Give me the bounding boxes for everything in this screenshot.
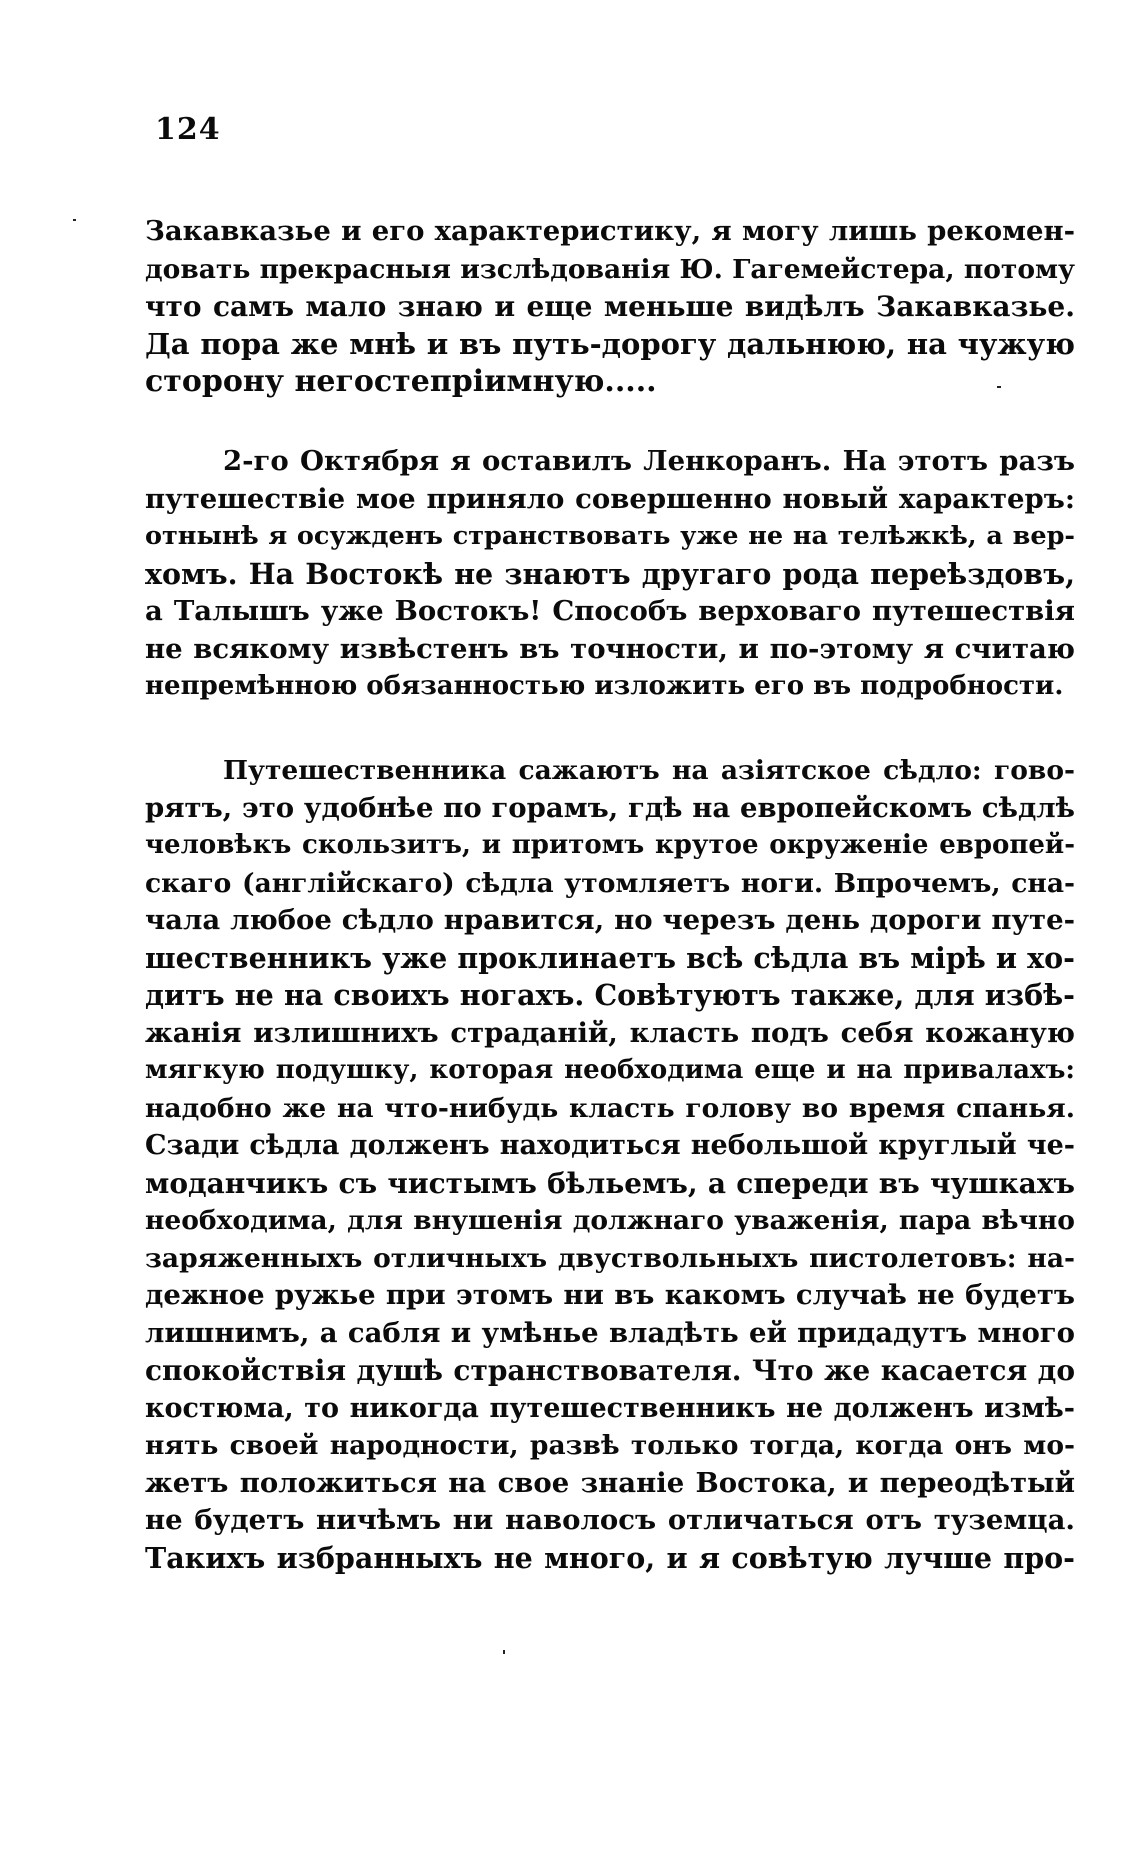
text-line: отнынѣ я осужденъ странствовать уже не на телѣжкѣ, а вер- [145, 521, 1075, 551]
text-line: рятъ, это удобнѣе по горамъ, гдѣ на европейскомъ сѣдлѣ [145, 791, 1075, 824]
text-line: Сзади сѣдла долженъ находиться небольшой круглый че- [145, 1130, 1075, 1161]
text-line: путешествіе мое приняло совершенно новый характеръ: [145, 482, 1075, 515]
text-line: лишнимъ, а сабля и умѣнье владѣть ей придадутъ много [145, 1316, 1075, 1349]
scan-speck [503, 1650, 505, 1654]
text-line: чала любое сѣдло нравится, но черезъ день дороги путе- [145, 904, 1075, 936]
text-line: шественникъ уже проклинаетъ всѣ сѣдла въ мірѣ и хо- [145, 940, 1075, 975]
paragraph-3 [145, 752, 1075, 1577]
text-line: мягкую подушку, которая необходима еще и на привалахъ: [145, 1055, 1075, 1085]
text-line: жанія излишнихъ страданій, класть подъ себя кожаную [145, 1016, 1075, 1049]
text-line: не будетъ ничѣмъ ни наволосъ отличаться отъ туземца. [145, 1504, 1075, 1536]
text-line: моданчикъ съ чистымъ бѣльемъ, а спереди въ чушкахъ [145, 1166, 1075, 1200]
text-line: необходима, для внушенія должнаго уваженія, пара вѣчно [145, 1205, 1075, 1236]
text-line: Да пора же мнѣ и въ путь-дорогу дальнюю, на чужую [145, 326, 1075, 361]
text-line: а Талышъ уже Востокъ! Способъ верховаго путешествія [145, 595, 1075, 627]
text-line: Путешественника сажаютъ на азіятское сѣдло: гово- [223, 755, 1075, 786]
paragraph-1 [145, 213, 1075, 401]
text-line: надобно же на что-нибудь класть голову во время спанья. [145, 1092, 1075, 1124]
text-line: дитъ не на своихъ ногахъ. Совѣтуютъ также, для избѣ- [145, 978, 1075, 1012]
text-line: заряженныхъ отличныхъ двуствольныхъ пистолетовъ: на- [145, 1242, 1075, 1274]
text-line: не всякому извѣстенъ въ точности, и по-этому я считаю [145, 632, 1075, 665]
text-line: Закавказье и его характеристику, я могу лишь рекомен- [145, 215, 1075, 247]
text-line: довать прекрасныя изслѣдованія Ю. Гагемейстера, потому [145, 253, 1075, 285]
paragraph-2 [145, 443, 1075, 706]
text-line: хомъ. На Востокѣ не знаютъ другаго рода переѣздовъ, [145, 556, 1075, 591]
text-line: скаго (англійскаго) сѣдла утомляетъ ноги. Впрочемъ, сна- [145, 867, 1075, 899]
text-line: Такихъ избранныхъ не много, и я совѣтую лучше про- [145, 1540, 1075, 1575]
page-number: 124 [155, 112, 221, 147]
text-line: 2-го Октября я оставилъ Ленкоранъ. На этотъ разъ [223, 445, 1075, 477]
text-line: спокойствія душѣ странствователя. Что же касается до [145, 1354, 1075, 1387]
text-line: дежное ружье при этомъ ни въ какомъ случаѣ не будетъ [145, 1279, 1075, 1311]
text-line: нять своей народности, развѣ только тогда, когда онъ мо- [145, 1430, 1075, 1461]
text-line: непремѣнною обязанностью изложить его въ подробности. [145, 671, 1064, 701]
text-line: что самъ мало знаю и еще меньше видѣлъ Закавказье. [145, 290, 1075, 323]
text-line: человѣкъ скользитъ, и притомъ крутое окруженіе европей- [145, 830, 1075, 860]
text-line: костюма, то никогда путешественникъ не долженъ измѣ- [145, 1392, 1075, 1424]
scan-speck [73, 219, 76, 221]
text-line: жетъ положиться на свое знаніе Востока, и переодѣтый [145, 1466, 1075, 1499]
text-line: сторону негостепріимную..... [145, 364, 657, 399]
